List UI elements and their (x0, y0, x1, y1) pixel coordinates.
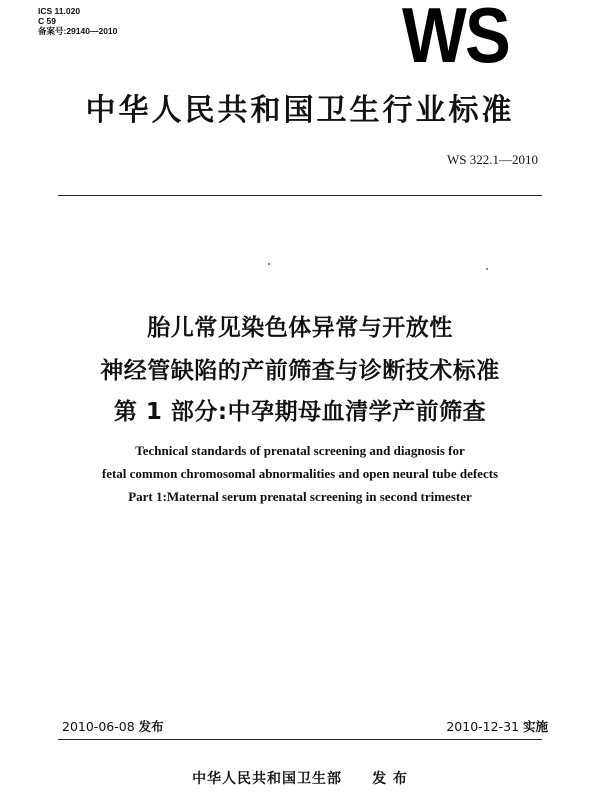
bottom-divider (58, 739, 542, 740)
issue-date-value: 2010-06-08 (62, 719, 135, 734)
issuing-body-title: 中华人民共和国卫生行业标准 (85, 93, 515, 128)
implementation-date-value: 2010-12-31 (446, 719, 519, 734)
scan-speck (486, 268, 488, 270)
title-zh-line-3: 第 1 部分:中孕期母血清学产前筛查 (113, 399, 487, 425)
publisher-label: 发 布 (372, 771, 408, 787)
ics-code: ICS 11.020 (38, 6, 81, 16)
issue-date (62, 717, 164, 735)
scan-speck (268, 263, 270, 265)
implementation-date (446, 717, 548, 735)
title-en-line-3: Part 1:Maternal serum prenatal screening in second trimester (128, 489, 472, 504)
ccs-code: C 59 (38, 16, 56, 26)
implementation-label: 实施 (522, 719, 548, 734)
title-en-line-2: fetal common chromosomal abnormalities and open neural tube defects (101, 466, 499, 481)
publisher-name: 中华人民共和国卫生部 (192, 771, 343, 787)
title-zh-line-2: 神经管缺陷的产前筛查与诊断技术标准 (100, 358, 500, 384)
classification-block (38, 6, 117, 36)
record-number: 备案号:29140—2010 (38, 26, 118, 36)
ws-logo: WS (402, 0, 510, 79)
issue-label: 发布 (138, 719, 164, 734)
title-en-line-1: Technical standards of prenatal screening and diagnosis for (135, 443, 465, 458)
title-zh-line-1: 胎儿常见染色体异常与开放性 (147, 315, 453, 341)
top-divider (58, 195, 542, 196)
standard-number: WS 322.1—2010 (447, 152, 538, 167)
publisher-line (0, 768, 600, 788)
